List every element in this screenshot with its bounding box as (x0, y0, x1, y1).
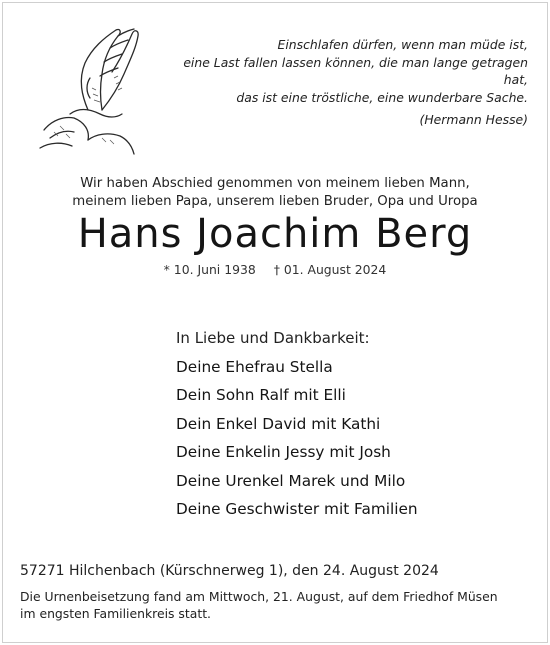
mourners-list (176, 328, 418, 527)
deceased-name: Hans Joachim Berg (77, 211, 473, 257)
death-date: † 01. August 2024 (273, 262, 387, 277)
list-item: Deine Enkelin Jessy mit Josh (176, 443, 391, 462)
birth-date: * 10. Juni 1938 (163, 262, 256, 277)
praying-hands-icon (30, 18, 145, 158)
list-item: Deine Ehefrau Stella (176, 358, 333, 376)
intro-line: Wir haben Abschied genommen von meinem lieben Mann, (80, 176, 470, 191)
intro-text (0, 175, 550, 210)
mourners-heading: In Liebe und Dankbarkeit: (176, 329, 370, 347)
hesse-quote (168, 36, 528, 129)
life-dates (0, 262, 550, 277)
quote-author: (Hermann Hesse) (419, 112, 528, 127)
quote-line: eine Last fallen lassen können, die man lange getragen hat, (183, 54, 528, 87)
intro-line: meinem lieben Papa, unserem lieben Bruder, Opa und Uropa (72, 193, 478, 209)
quote-line: das ist eine tröstliche, eine wunderbare Sache. (236, 89, 528, 105)
list-item: Deine Geschwister mit Familien (176, 499, 418, 518)
list-item: Dein Enkel David mit Kathi (176, 414, 381, 433)
quote-line: Einschlafen dürfen, wenn man müde ist, (277, 37, 528, 52)
burial-line: Die Urnenbeisetzung fand am Mittwoch, 21. August, auf dem Friedhof Müsen (20, 589, 498, 604)
burial-line: im engsten Familienkreis statt. (20, 606, 211, 621)
list-item: Dein Sohn Ralf mit Elli (176, 386, 346, 405)
list-item: Deine Urenkel Marek und Milo (176, 471, 406, 490)
place-and-date: 57271 Hilchenbach (Kürschnerweg 1), den 24. August 2024 (20, 563, 439, 579)
burial-notice (20, 588, 520, 622)
